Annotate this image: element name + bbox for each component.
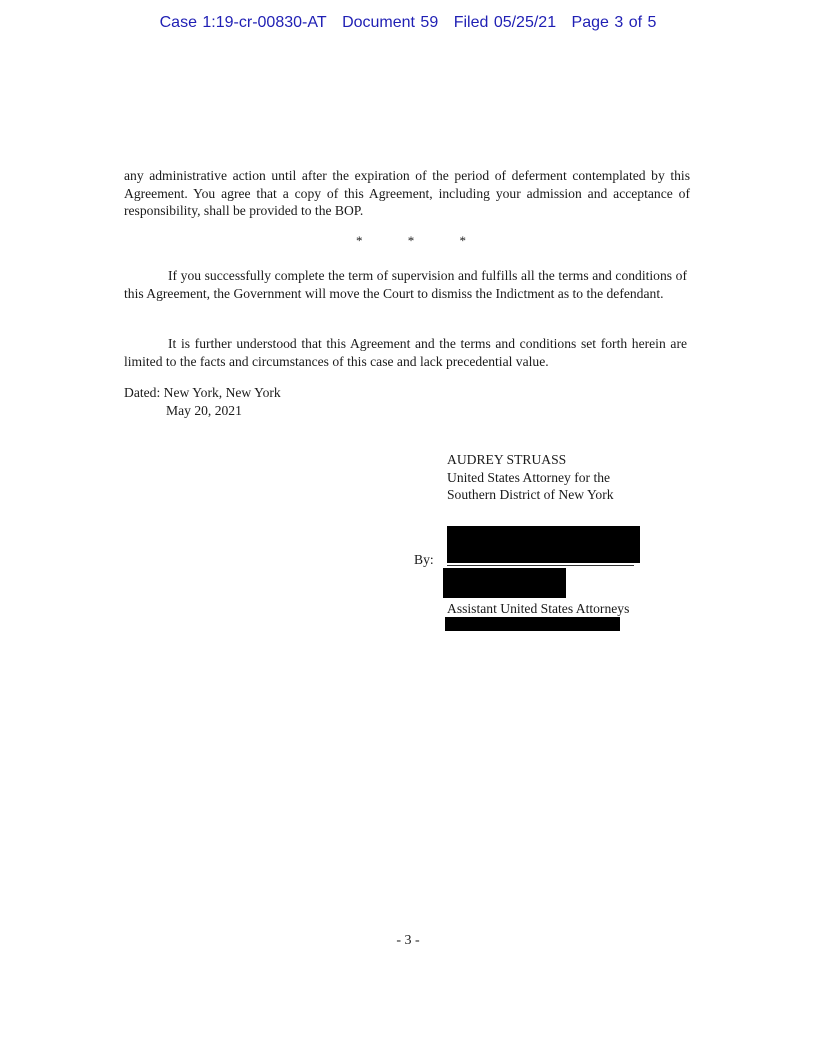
paragraph-deferment: any administrative action until after the expiration of the period of deferment contemplated by this Agreement. You agree that a copy of this Agreement, including your admission and acceptance of responsibility, shall be provided to the BOP. — [124, 168, 690, 218]
dated-date: May 20, 2021 — [166, 402, 242, 418]
signature-line — [447, 565, 634, 566]
dated-location: Dated: New York, New York — [124, 385, 281, 400]
dated-block — [124, 384, 424, 419]
document-number: Document 59 — [342, 14, 439, 31]
by-label: By: — [414, 552, 434, 567]
separator-star: * — [407, 233, 415, 248]
paragraph-dismissal: If you successfully complete the term of supervision and fulfills all the terms and conditions of this Agreement, the Government will move the Court to dismiss the Indictment as to the defendant. — [124, 268, 687, 301]
signature-block — [447, 451, 707, 504]
paragraph-precedential: It is further understood that this Agreement and the terms and conditions set forth herein are limited to the facts and circumstances of this case and lack precedential value. — [124, 336, 687, 369]
redaction-signature — [447, 526, 640, 563]
redaction-contact — [445, 617, 620, 631]
attorney-name: AUDREY STRUASS — [447, 452, 567, 467]
separator-star: * — [459, 233, 466, 248]
attorney-title-line1: United States Attorney for the — [447, 469, 611, 485]
separator-star: * — [356, 233, 363, 248]
attorney-title-line2: Southern District of New York — [447, 487, 614, 502]
page-number: - 3 - — [396, 933, 420, 948]
filed-date: Filed 05/25/21 — [453, 14, 557, 31]
redaction-names — [443, 568, 566, 598]
page-indicator: Page 3 of 5 — [571, 14, 657, 31]
assistant-attorneys-title: Assistant United States Attorneys — [447, 601, 630, 616]
case-number: Case 1:19-cr-00830-AT — [159, 14, 327, 31]
section-separator — [356, 233, 466, 249]
case-header — [0, 14, 816, 32]
